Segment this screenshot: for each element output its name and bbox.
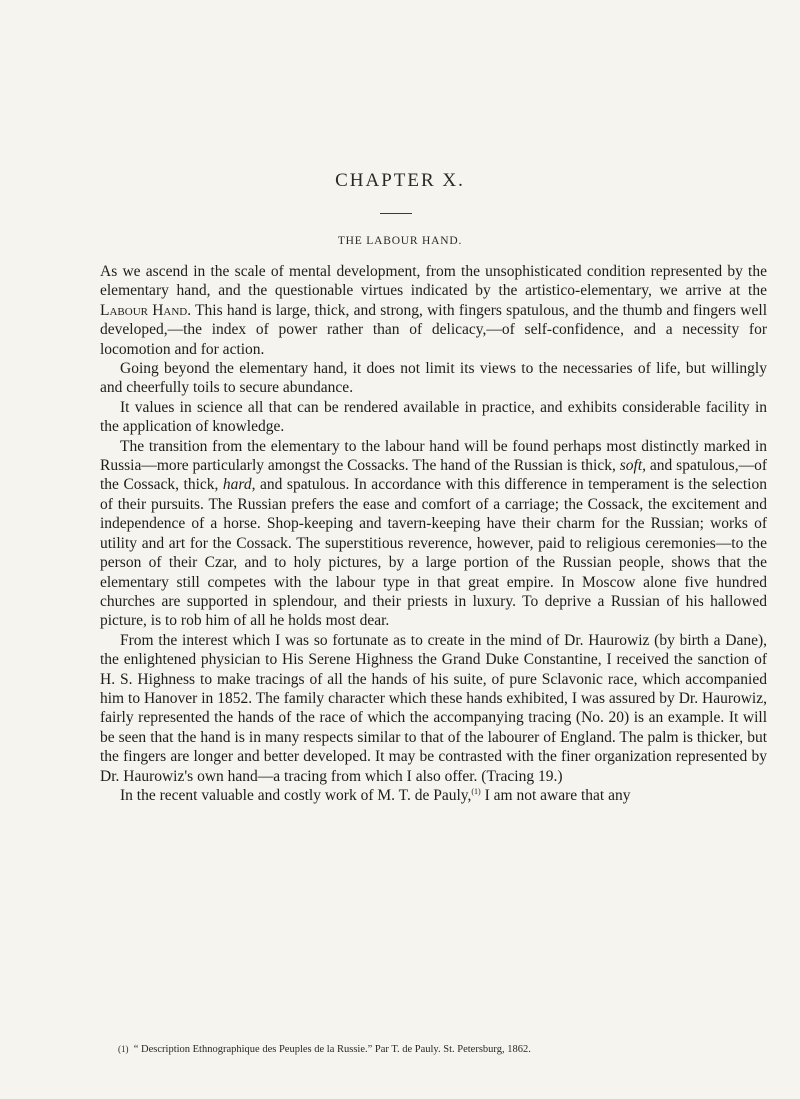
body-text: [100, 262, 767, 805]
paragraph-2: Going beyond the elementary hand, it does not limit its views to the necessaries of life, but willingly and cheerfully toils to secure abundance.: [100, 360, 767, 397]
paragraph-1-text-continued: This hand is large, thick, and strong, with fingers spatulous, and the thumb and fingers well developed,—the index of power rather than of delicacy,—of self-confidence, and a necessity for locomotion and for action.: [100, 301, 767, 358]
footnote-reference: (1): [471, 786, 481, 796]
italic-hard: hard,: [222, 476, 256, 494]
footnote-marker: (1): [118, 1044, 129, 1054]
paragraph-6-text: In the recent valuable and costly work of M. T. de Pauly,: [120, 786, 472, 804]
chapter-heading: CHAPTER X.: [335, 170, 465, 191]
labour-hand-term: Labour Hand.: [100, 301, 192, 319]
title-divider: [380, 213, 412, 214]
paragraph-4-text-continued: and spatulous,—of the Cossack, thick,: [100, 457, 768, 494]
paragraph-6: [100, 786, 767, 805]
paragraph-3: It values in science all that can be rendered available in practice, and exhibits considerable facility in the application of knowledge.: [100, 398, 767, 436]
italic-soft: soft,: [619, 457, 647, 475]
footnote: [118, 1044, 778, 1055]
paragraph-4-text: The transition from the elementary to the labour hand will be found perhaps most distinctly marked in Russia—more particularly amongst the Cossacks. The hand of the Russian is thick,: [100, 437, 767, 475]
section-title: THE LABOUR HAND.: [337, 235, 463, 247]
paragraph-4-text-end: and spatulous. In accordance with this difference in temperament is the selection of their pursuits. The Russian prefers the ease and comfort of a carriage; the Cossack, the excitement and independence of a horse. Shop-keeping and tavern-keeping have their charm for the Russian; works of utility and art for the Cossack. The superstitious reverence, however, paid to religious ceremonies—to the person of their Czar, and to holy pictures, by a large portion of the Russian people, shows that the elementary still competes with the labour type in that great empire. In Moscow alone five hundred churches are supported in splendour, and their priests in luxury. To deprive a Russian of his hallowed picture, is to rob him of all he holds most dear.: [100, 476, 767, 630]
paragraph-5: From the interest which I was so fortunate as to create in the mind of Dr. Haurowiz (by birth a Dane), the enlightened physician to His Serene Highness the Grand Duke Constantine, I received the sanction of H. S. Highness to make tracings of all the hands of his suite, of pure Sclavonic race, which accompanied him to Hanover in 1852. The family character which these hands exhibited, I was assured by Dr. Haurowiz, fairly represented the hands of the race of which the accompanying tracing (No. 20) is an example. It will be seen that the hand is in many respects similar to that of the labourer of England. The palm is thicker, but the fingers are longer and better developed. It may be contrasted with the finer organization represented by Dr. Haurowiz's own hand—a tracing from which I also offer. (Tracing 19.): [100, 631, 767, 785]
footnote-text: “ Description Ethnographique des Peuples de la Russie.” Par T. de Pauly. St. Petersburg, 1862.: [133, 1044, 531, 1055]
paragraph-1-text: As we ascend in the scale of mental development, from the unsophisticated condition represented by the elementary hand, and the questionable virtues indicated by the artistico-elementary, we arrive at the: [100, 263, 767, 300]
paragraph-4: [100, 437, 767, 631]
paragraph-6-text-continued: I am not aware that any: [480, 786, 631, 804]
paragraph-1: [100, 262, 767, 359]
